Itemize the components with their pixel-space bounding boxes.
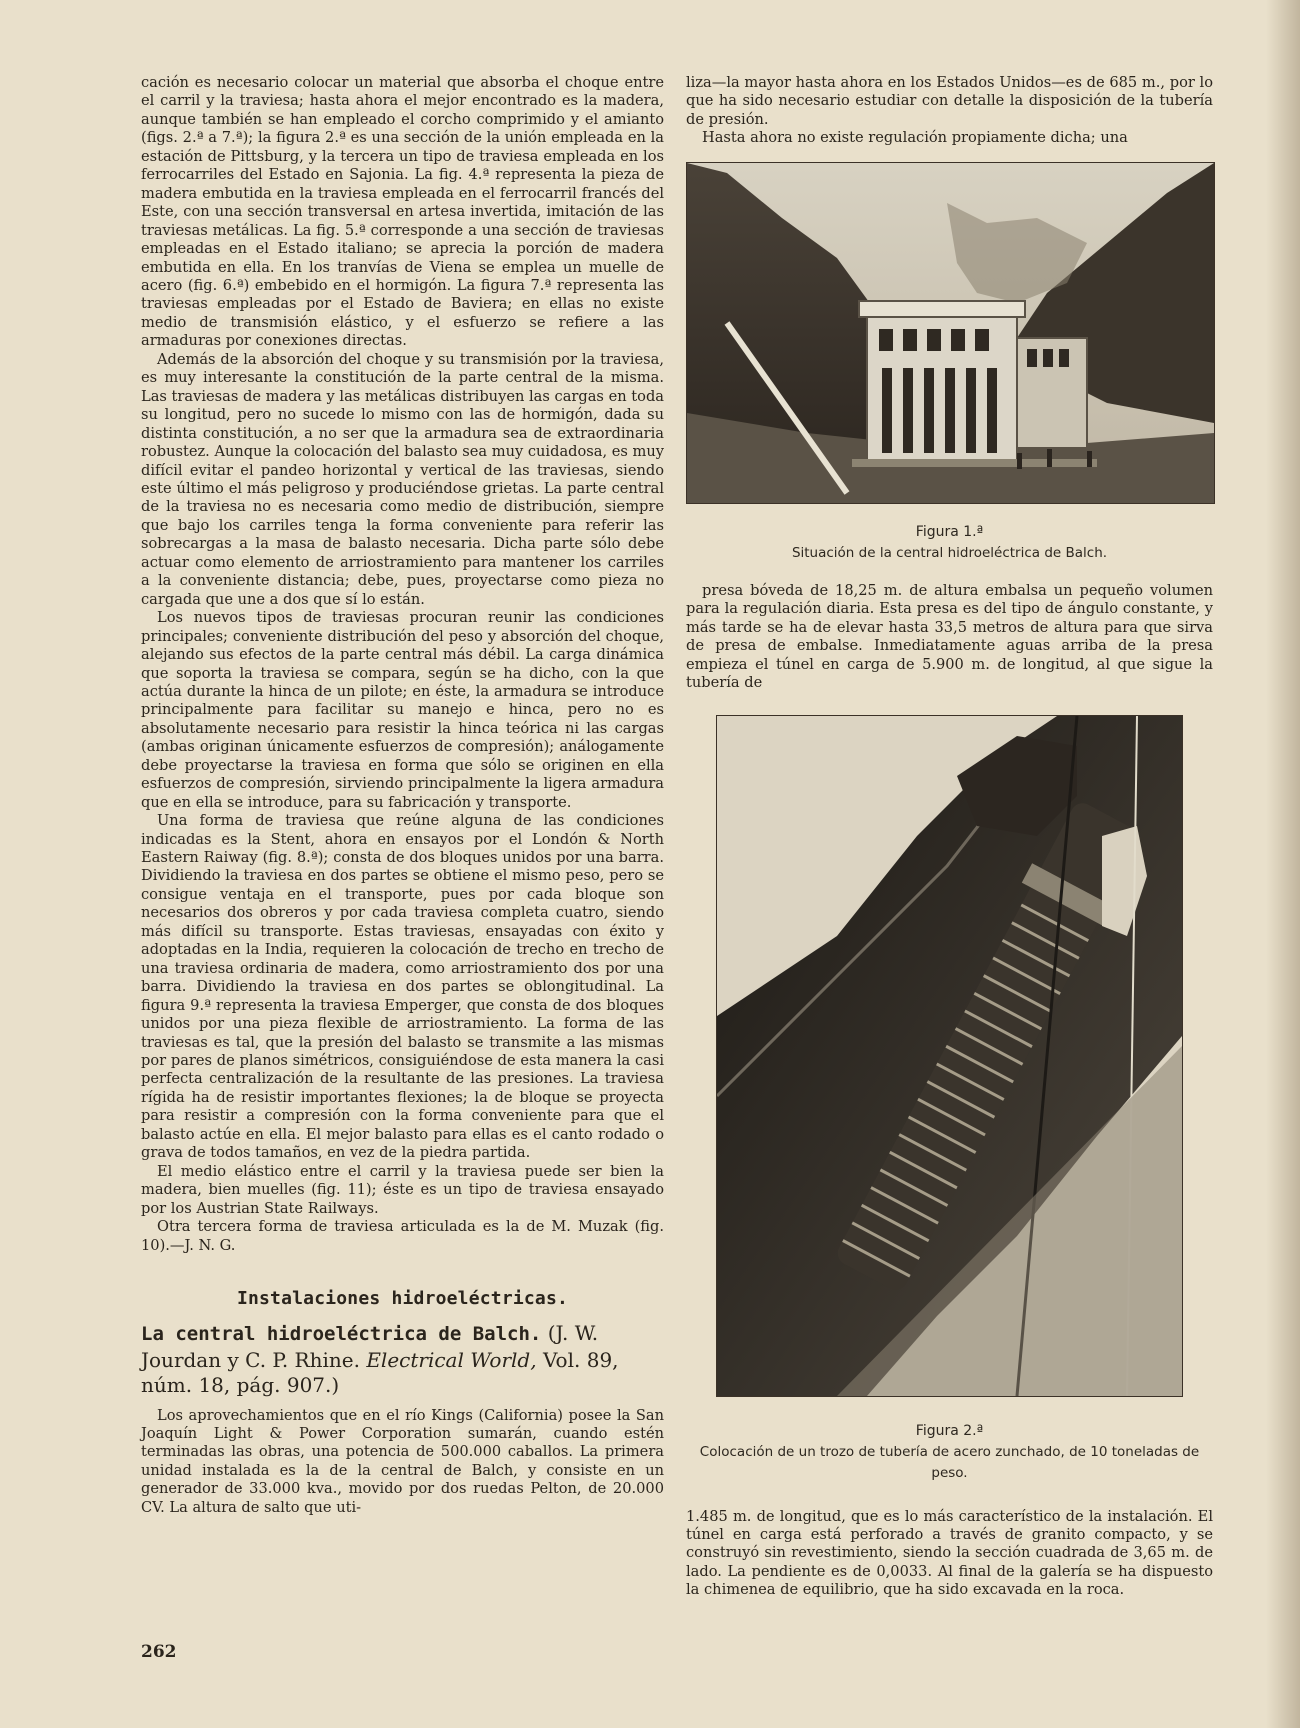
- figure-1-caption: Situación de la central hidroeléctrica de Balch.: [791, 544, 1108, 561]
- paragraph: Los aprovechamientos que en el río Kings (California) posee la San Joaquín Light & Power Corporation sumarán, cuando estén terminadas las obras, una potencia de 500.000 caballos. La primera unidad instalada es la de la central de Balch, y consiste en un generador de 33.000 kva., movido por dos ruedas Pelton, de 20.000 CV. La altura de salto que uti-: [141, 1406, 664, 1516]
- page-number: 262: [141, 1642, 177, 1662]
- paragraph: presa bóveda de 18,25 m. de altura embalsa un pequeño volumen para la regulación diaria. Esta presa es del tipo de ángulo constante, y más tarde se ha de elevar hasta 33,5 metros de altura para que sirva de presa de embalse. Inmediatamente aguas arriba de la presa empieza el túnel en carga de 5.900 m. de longitud, al que sigue la tubería de: [686, 581, 1213, 692]
- power-station-photo: [687, 163, 1214, 503]
- article-reference: Vol. 89, núm. 18, pág. 907.): [141, 1347, 619, 1397]
- right-column: [686, 74, 1213, 1600]
- figure-1-caption-block: [686, 522, 1213, 564]
- paragraph: Hasta ahora no existe regulación propiamente dicha; una: [702, 129, 1128, 147]
- article-journal: Electrical World,: [366, 1347, 537, 1372]
- section-heading: Instalaciones hidroeléctricas.: [236, 1288, 569, 1309]
- pipe-installation-photo: [717, 716, 1182, 1396]
- paragraph: liza—la mayor hasta ahora en los Estados Unidos—es de 685 m., por lo que ha sido necesario estudiar con detalle la disposición de la tubería de presión.: [686, 74, 1213, 128]
- figure-2-photo: [716, 715, 1183, 1397]
- figure-1-photo: [686, 162, 1215, 504]
- figure-2-label: Figura 2.ª: [915, 1422, 984, 1439]
- paragraph: Los nuevos tipos de traviesas procuran reunir las condiciones principales; conveniente distribución del peso y absorción del choque, alejando sus efectos de la parte central más débil. La carga dinámica que soporta la traviesa se compara, según se ha dicho, con la que actúa durante la hinca de un pilote; en éste, la armadura se introduce principalmente para facilitar su manejo e hinca, pero no es absolutamente necesario para resistir la hinca teórica ni las cargas (ambas originan únicamente esfuerzos de compresión); análogamente debe proyectarse la traviesa en forma que sólo se originen en ella esfuerzos de compresión, sirviendo principalmente la ligera armadura que en ella se introduce, para su fabricación y transporte.: [141, 609, 664, 811]
- figure-2: [686, 715, 1213, 1484]
- paragraph: Otra tercera forma de traviesa articulada es la de M. Muzak (fig. 10).—J. N. G.: [141, 1218, 664, 1254]
- paragraph: 1.485 m. de longitud, que es lo más característico de la instalación. El túnel en carga está perforado a través de granito compacto, y se construyó sin revestimiento, siendo la sección cuadrada de 3,65 m. de lado. La pendiente es de 0,0033. Al final de la galería se ha dispuesto la chimenea de equilibrio, que ha sido excavada en la roca.: [686, 1507, 1213, 1599]
- left-column: [141, 74, 664, 1517]
- page-gutter-shade: [1266, 0, 1300, 1728]
- paragraph: cación es necesario colocar un material que absorba el choque entre el carril y la traviesa; hasta ahora el mejor encontrado es la madera, aunque también se han empleado el corcho comprimido y el amianto (figs. 2.ª a 7.ª); la figura 2.ª es una sección de la unión empleada en la estación de Pittsburg, y la tercera un tipo de traviesa empleada en los ferrocarriles del Estado en Sajonia. La fig. 4.ª representa la pieza de madera embutida en la traviesa empleada en el ferrocarril francés del Este, con una sección transversal en artesa invertida, imitación de las traviesas metálicas. La fig. 5.ª corresponde a una sección de traviesas empleadas en el Estado italiano; se aprecia la porción de madera embutida en ella. En los tranvías de Viena se emplea un muelle de acero (fig. 6.ª) embebido en el hormigón. La figura 7.ª representa las traviesas empleadas por el Estado de Baviera; en ellas no existe medio de transmisión elástico, y el esfuerzo se refiere a las armaduras por conexiones directas.: [141, 74, 664, 350]
- paragraph: Una forma de traviesa que reúne alguna de las condiciones indicadas es la Stent, ahora en ensayos por el Londón & North Eastern Raiway (fig. 8.ª); consta de dos bloques unidos por una barra. Dividiendo la traviesa en dos partes se obtiene el mismo peso, pero se consigue ventaja en el transporte, pues por cada bloque son necesarios dos obreros y por cada traviesa completa cuatro, siendo más difícil su transporte. Estas traviesas, ensayadas con éxito y adoptadas en la India, requieren la colocación de trecho en trecho de una traviesa ordinaria de madera, como arriostramiento dos por una barra. Dividiendo la traviesa en dos partes se oblongitudinal. La figura 9.ª representa la traviesa Emperger, que consta de dos bloques unidos por una pieza flexible de arriostramiento. La forma de las traviesas es tal, que la presión del balasto se transmite a las mismas por pares de planos simétricos, consiguiéndose de esta manera la casi perfecta centralización de la resultante de las presiones. La traviesa rígida ha de resistir importantes flexiones; la de bloque se proyecta para resistir a compresión con la forma conveniente para que el balasto actúe en ella. El mejor balasto para ellas es el canto rodado o grava de todos tamaños, en vez de la piedra partida.: [141, 812, 664, 1162]
- figure-1-label: Figura 1.ª: [915, 523, 984, 540]
- paragraph: Además de la absorción del choque y su transmisión por la traviesa, es muy interesante la constitución de la parte central de la misma. Las traviesas de madera y las metálicas distribuyen las cargas en toda su longitud, pero no sucede lo mismo con las de hormigón, dada su distinta constitución, a no ser que la armadura sea de extraordinaria robustez. Aunque la colocación del balasto sea muy cuidadosa, es muy difícil evitar el pandeo horizontal y vertical de las traviesas, siendo este último el más peligroso y produciéndose grietas. La parte central de la traviesa no es necesaria como medio de distribución, siempre que bajo los carriles tenga la forma conveniente para referir las sobrecargas a la masa de balasto necesaria. Dicha parte sólo debe actuar como elemento de arriostramiento para mantener los carriles a la conveniente distancia; debe, pues, proyectarse como pieza no cargada que une a dos que sí lo están.: [141, 350, 664, 608]
- figure-2-caption: Colocación de un trozo de tubería de acero zunchado, de 10 toneladas de peso.: [699, 1443, 1200, 1481]
- article-authors: (J. W. Jourdan y C. P. Rhine.: [141, 1321, 599, 1372]
- figure-2-caption-block: [686, 1421, 1213, 1484]
- paragraph: El medio elástico entre el carril y la traviesa puede ser bien la madera, bien muelles (fig. 11); éste es un tipo de traviesa ensayado por los Austrian State Railways.: [141, 1162, 664, 1217]
- article-citation: [141, 1321, 664, 1399]
- figure-1: [686, 162, 1213, 564]
- article-title: La central hidroeléctrica de Balch.: [141, 1323, 542, 1345]
